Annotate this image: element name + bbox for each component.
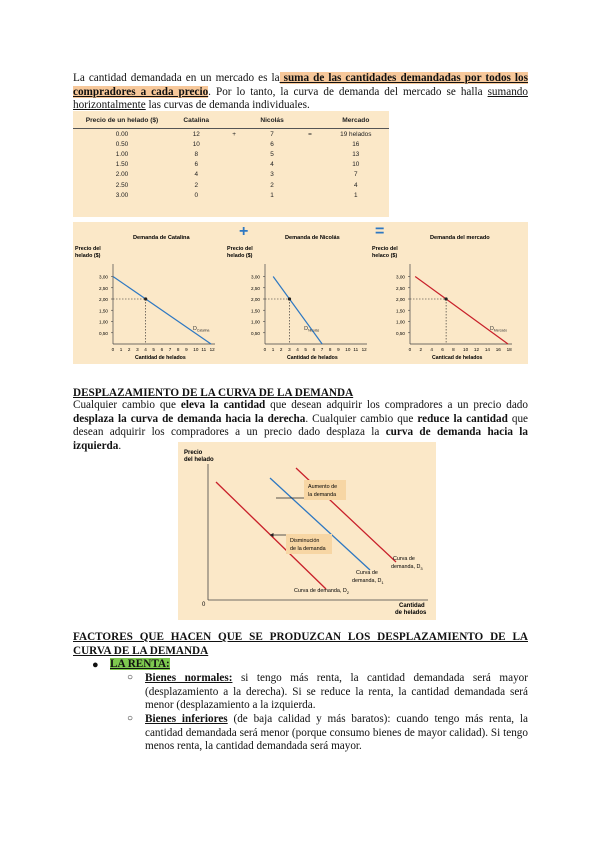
chart-ytick: 3,00 [99, 274, 108, 280]
item-renta-label: LA RENTA: [110, 658, 170, 670]
table-cell: 7 [354, 171, 358, 179]
increase-label-2: la demanda [308, 492, 337, 498]
table-cell: 10 [352, 161, 360, 169]
chart-xtick: 6 [441, 347, 444, 352]
chart-xtick: 4 [430, 347, 433, 352]
chart-xtick: 12 [209, 347, 215, 352]
shift-origin: 0 [202, 602, 206, 608]
table-cell [222, 190, 247, 200]
shift-xlabel-1: Cantidad [399, 603, 425, 609]
table-cell [297, 180, 322, 190]
chart-xtick: 2 [127, 347, 131, 352]
chart-xtick: 16 [495, 347, 501, 352]
chart-xtick: 5 [152, 347, 155, 352]
chart-xtick: 18 [506, 347, 512, 352]
table-header [73, 111, 389, 129]
table-header-cell: Precio de un helado ($) [73, 111, 171, 129]
table-row [73, 139, 389, 149]
chart-xtick: 6 [160, 347, 164, 352]
chart-ylabel-1: Precio del [372, 246, 398, 252]
shift-chart [178, 442, 436, 620]
increase-label-1: Aumento de [308, 484, 338, 490]
table-cell: 2 [194, 181, 199, 189]
chart-ytick: 3,00 [251, 274, 260, 280]
chart-ytick: 2,50 [396, 285, 405, 291]
inferior-goods-text: (de baja calidad y más baratos): cuando tengo más renta, la cantidad demandada será menor (porque consumo bienes de mayor calidad). Si tengo menos renta, la cantidad demandada será mayor. [145, 713, 528, 753]
chart-ytick: 1,50 [396, 308, 405, 314]
chart-ytick: 2,50 [251, 285, 260, 291]
chart-xtick: 7 [320, 347, 324, 352]
chart-xtick: 4 [144, 347, 147, 352]
chart-ytick: 2,00 [396, 297, 405, 302]
equilibrium-point [144, 297, 147, 300]
table-header-cell: Catalina [171, 111, 222, 129]
shift-ylabel-2: del helado [184, 457, 214, 463]
chart-title: Demanda de Nicolás [285, 235, 340, 241]
chart-ytick: 1,50 [251, 308, 260, 314]
table-cell: 6 [194, 161, 199, 169]
intro-text-2: . Por lo tanto, la curva de demanda del mercado se halla [208, 85, 488, 98]
chart-xtick: 10 [345, 347, 351, 352]
chart-ylabel-2: helado ($) [227, 253, 253, 259]
intro-highlight: suma de las cantidades demandadas por todos los compradores a cada precio [73, 72, 528, 98]
s1-i: . [118, 439, 122, 452]
demand-charts [73, 222, 528, 364]
chart-ytick: 1,00 [251, 319, 260, 325]
intro-text-3: las curvas de demanda individuales. [145, 99, 310, 112]
chart-xtick: 0 [111, 347, 115, 352]
table-row [73, 170, 389, 180]
chart-ylabel-1: Precio del [75, 246, 101, 252]
table-cell: 0.00 [115, 130, 129, 138]
chart-ytick: 2,00 [99, 297, 108, 302]
demand-curve [273, 277, 322, 345]
section-heading-desplazamiento: DESPLAZAMIENTO DE LA CURVA DE LA DEMANDA [73, 387, 354, 399]
chart-ytick: 2,00 [251, 297, 260, 302]
chart-ylabel-1: Precio del [227, 246, 253, 252]
chart-xtick: 0 [263, 347, 267, 352]
s1-g: que desean adquirir los compradores a un precio dado desplaza la [73, 412, 529, 439]
d1-label-2: demanda, $D_1$ [352, 578, 384, 585]
inferior-goods-paragraph [145, 713, 528, 754]
chart-xtick: 8 [328, 347, 332, 352]
chart-xtick: 5 [304, 347, 307, 352]
plus-sign: + [239, 223, 249, 240]
table-cell: 7 [270, 130, 274, 138]
equilibrium-point [445, 297, 448, 300]
table-row [73, 190, 389, 200]
shift-xlabel-2: de helados [395, 610, 427, 616]
chart-ytick: 2,50 [99, 285, 108, 291]
chart-xtick: 9 [337, 347, 340, 352]
chart-ytick: 1,00 [99, 319, 108, 325]
chart-xtick: 12 [361, 347, 367, 352]
curve-label: $D_{Mercado}$ [490, 326, 508, 333]
chart-xtick: 12 [473, 347, 480, 352]
chart-ytick: 3,00 [396, 274, 405, 280]
table-cell: + [232, 130, 237, 138]
s1-f: reduce la cantidad [417, 412, 508, 425]
demand-curve [415, 277, 508, 345]
chart-ytick: 0,50 [396, 330, 405, 336]
intro-underline: sumando horizontalmente [73, 85, 528, 112]
table-row [73, 149, 389, 159]
bullet-disc: ● [92, 659, 99, 671]
equals-sign: = [375, 223, 385, 240]
chart-xtick: 4 [296, 347, 299, 352]
chart-xtick: 3 [288, 347, 291, 352]
chart-xtick: 7 [168, 347, 172, 352]
table-cell: = [308, 130, 312, 138]
table-cell [222, 149, 247, 159]
table-cell [297, 149, 322, 159]
normal-goods-paragraph [145, 672, 528, 713]
curve-label: $D_{Catalina}$ [193, 326, 210, 333]
demand-curve [113, 277, 211, 345]
chart-xtick: 8 [176, 347, 180, 352]
table-cell [222, 170, 247, 180]
table-header-cell [297, 111, 322, 129]
chart-xtick: 9 [185, 347, 188, 352]
table-cell: 2.50 [115, 181, 129, 189]
table-cell: 13 [352, 150, 360, 158]
chart-ytick: 1,00 [396, 319, 405, 325]
chart-xlabel: Cantidad de helados [135, 355, 186, 361]
normal-goods-label: Bienes normales: [145, 672, 233, 684]
table-body [73, 129, 389, 201]
table-cell: 1 [270, 191, 274, 199]
decrease-label-2: de la demanda [290, 546, 326, 552]
chart-title: Demanda de Catalina [133, 235, 190, 241]
s1-d: desplaza la curva de demanda hacia la derecha [73, 412, 306, 425]
table-cell: 1 [354, 191, 358, 199]
s1-h: curva de demanda hacia la izquierda [73, 426, 529, 452]
demand-table [73, 111, 389, 217]
table-cell: 5 [270, 150, 274, 158]
table-cell [297, 160, 322, 170]
normal-goods-text: si tengo más renta, la cantidad demandada será mayor (desplazamiento a la derecha). Si se reduce la renta, la cantidad demandada será menor (desplazamiento a la izquierda. [145, 672, 528, 712]
table-cell: 4 [270, 161, 274, 169]
d3-label-1: Curva de [393, 556, 415, 562]
table-header-cell: Nicolás [247, 111, 298, 129]
table-cell: 6 [270, 140, 274, 148]
s1-c: que desean adquirir los compradores a un precio dado [265, 399, 528, 411]
table-cell [297, 170, 322, 180]
table-cell: 4 [354, 181, 358, 189]
table-cell: 2 [270, 181, 274, 189]
table-cell [222, 139, 247, 149]
inferior-goods-label: Bienes inferiores [145, 713, 228, 725]
table-cell: 1.50 [115, 161, 129, 169]
shift-chart-panel [178, 442, 436, 620]
table-cell [222, 160, 247, 170]
table-cell: 1.00 [115, 150, 129, 158]
chart-title: Demanda del mercado [430, 235, 490, 241]
bullet-circle-2: ○ [127, 713, 134, 724]
item-renta [110, 658, 170, 672]
table-cell: 3 [270, 171, 274, 179]
table-cell [297, 139, 322, 149]
chart-xtick: 8 [452, 347, 455, 352]
table-cell: 0.50 [115, 140, 129, 148]
demand-charts-panel [73, 222, 528, 364]
chart-xlabel: Canticad de helados [432, 355, 483, 361]
chart-xtick: 6 [312, 347, 316, 352]
table-cell: 3.00 [115, 191, 129, 199]
table-cell: 19 helados [340, 130, 372, 138]
chart-xtick: 10 [463, 347, 469, 352]
chart-ytick: 1,50 [99, 308, 108, 314]
chart-xtick: 2 [419, 347, 423, 352]
table-row [73, 129, 389, 140]
table-cell [222, 180, 247, 190]
d2-label: Curva de demanda, $D_2$ [294, 588, 349, 595]
table-cell [297, 190, 322, 200]
table-row [73, 160, 389, 170]
chart-ytick: 0,50 [251, 330, 260, 336]
intro-paragraph [73, 72, 528, 113]
table-cell: 16 [352, 140, 360, 148]
chart-xtick: 11 [353, 347, 359, 352]
section-heading-factores: FACTORES QUE HACEN QUE SE PRODUZCAN LOS DESPLAZAMIENTO DE LA CURVA DE LA DEMANDA [73, 631, 528, 657]
shift-ylabel-1: Precio [184, 450, 203, 456]
bullet-circle-1: ○ [127, 672, 134, 683]
table-cell: 10 [192, 140, 200, 148]
chart-ylabel-2: helaco ($) [372, 253, 398, 259]
d1-label-1: Curva de [356, 570, 378, 576]
s1-a: Cualquier cambio que [73, 399, 181, 411]
equilibrium-point [288, 297, 291, 300]
table-header-cell: Mercado [323, 111, 389, 129]
chart-xtick: 1 [119, 347, 123, 352]
chart-xtick: 1 [271, 347, 275, 352]
chart-xtick: 2 [279, 347, 283, 352]
chart-xtick: 3 [136, 347, 139, 352]
table-cell: 8 [194, 150, 199, 158]
table-cell: 12 [192, 130, 200, 138]
chart-xtick: 11 [201, 347, 207, 352]
table-cell: 4 [194, 171, 199, 179]
chart-ytick: 0,50 [99, 330, 108, 336]
chart-ylabel-2: helado ($) [75, 253, 101, 259]
chart-xtick: 0 [408, 347, 412, 352]
table-header-cell [222, 111, 247, 129]
chart-xtick: 10 [193, 347, 199, 352]
chart-xtick: 14 [484, 347, 490, 352]
table-cell: 0 [194, 191, 199, 199]
curve-label: $D_{Nicolás}$ [304, 326, 320, 333]
table-cell: 2.00 [115, 171, 129, 179]
s1-b: eleva la cantidad [180, 399, 266, 411]
table-row [73, 180, 389, 190]
decrease-label-1: Disminución [290, 538, 320, 544]
chart-xlabel: Cantidad de helados [287, 355, 338, 361]
s1-e: . Cualquier cambio que [305, 412, 418, 425]
intro-text: La cantidad demandada en un mercado es la [73, 72, 280, 84]
d3-label-2: demanda, $D_3$ [391, 564, 423, 571]
